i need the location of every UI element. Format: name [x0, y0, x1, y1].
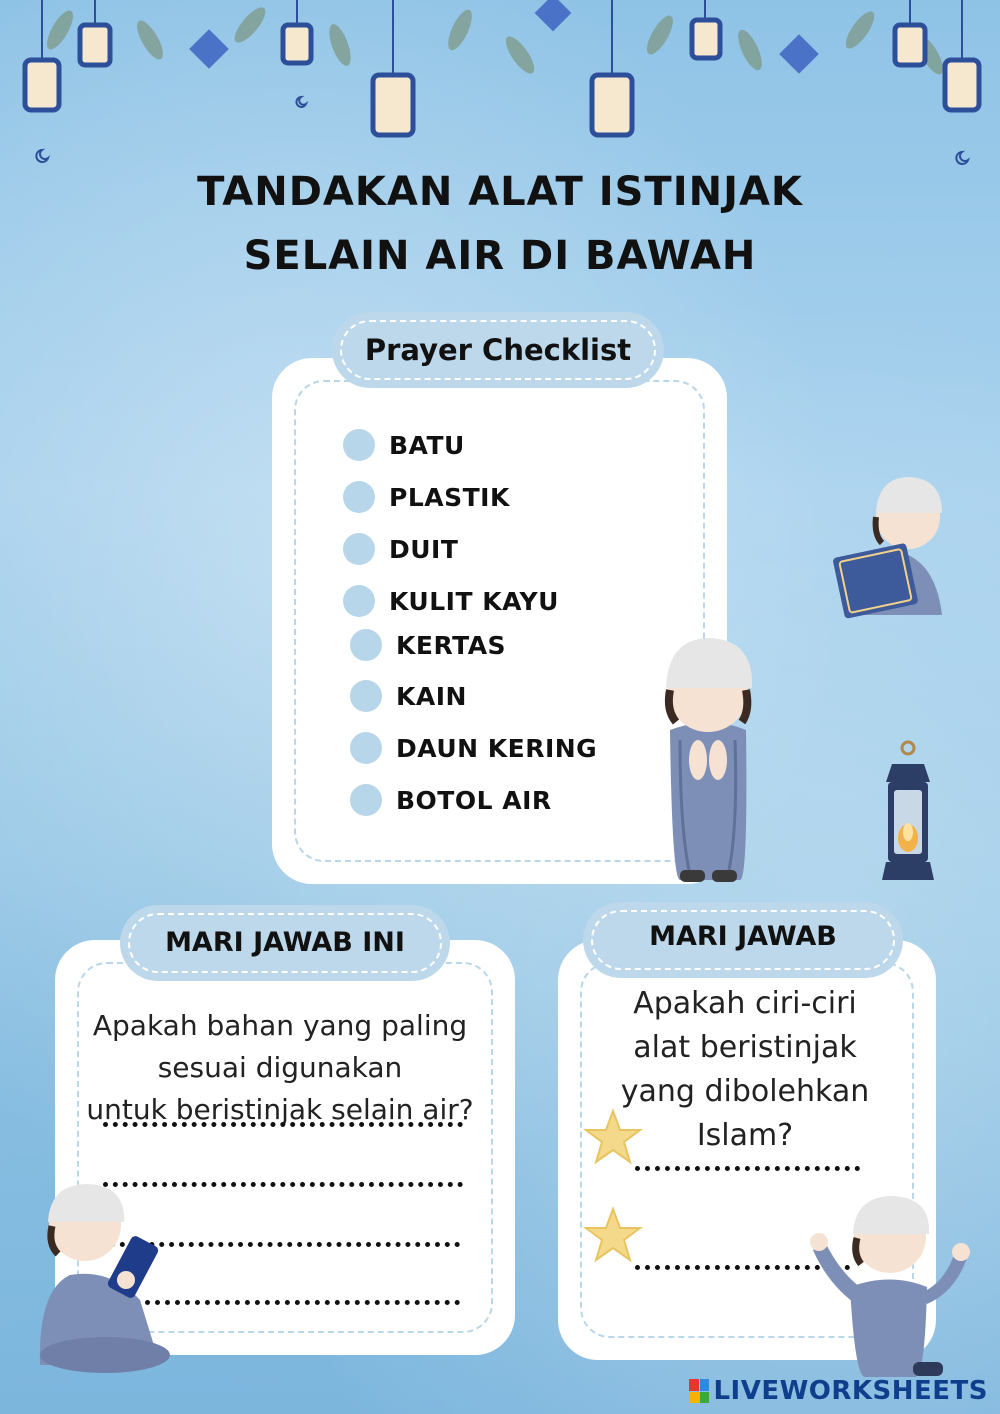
checkbox-circle[interactable] [343, 481, 375, 513]
right-heading-pill [583, 902, 903, 978]
boy-reading-icon [830, 455, 955, 625]
checklist-item-batu[interactable] [343, 425, 465, 465]
checklist-item-kulit-kayu[interactable] [343, 581, 559, 621]
answer-line-right-1[interactable] [635, 1166, 860, 1171]
checklist-item-label: KAIN [396, 681, 467, 711]
boy-waving-icon [805, 1192, 975, 1382]
boy-tablet-icon [30, 1180, 175, 1375]
checklist-item-label: PLASTIK [389, 482, 510, 512]
title-line-1: TANDAKAN ALAT ISTINJAK [197, 169, 803, 215]
star-icon [583, 1108, 643, 1168]
checklist-heading: Prayer Checklist [364, 333, 632, 367]
brand-name: LIVEWORKSHEETS [713, 1376, 988, 1406]
checkbox-circle[interactable] [343, 533, 375, 565]
left-heading-pill [120, 905, 450, 981]
checklist-item-botol-air[interactable] [350, 780, 552, 820]
checkbox-circle[interactable] [350, 680, 382, 712]
leaf-icon [42, 3, 948, 78]
lantern-icon [878, 740, 938, 885]
checkbox-circle[interactable] [350, 629, 382, 661]
checkbox-circle[interactable] [343, 429, 375, 461]
star-icon [583, 1206, 643, 1266]
checklist-item-duit[interactable] [343, 529, 458, 569]
page-title [0, 160, 1000, 288]
question-line: sesuai digunakan [157, 1051, 403, 1084]
question-line: Islam? [696, 1118, 794, 1153]
checklist-item-kain[interactable] [350, 676, 467, 716]
question-line: Apakah ciri-ciri [633, 986, 857, 1021]
checklist-item-label: DUIT [389, 534, 459, 564]
checklist-item-kertas[interactable] [350, 625, 506, 665]
brand-logo-icon [689, 1379, 709, 1403]
boy-praying-icon [650, 630, 765, 885]
checkbox-circle[interactable] [350, 732, 382, 764]
checklist-item-label: BATU [389, 430, 465, 460]
lantern-icon [25, 0, 979, 135]
question-line: Apakah bahan yang paling [92, 1009, 468, 1042]
checkbox-circle[interactable] [343, 585, 375, 617]
question-line: yang dibolehkan [620, 1074, 870, 1109]
top-decoration [0, 0, 1000, 180]
checklist-item-label: KULIT KAYU [389, 586, 559, 616]
right-card-heading: MARI JAWAB [649, 921, 837, 952]
question-line: alat beristinjak [633, 1030, 857, 1065]
checklist-heading-pill [332, 312, 664, 388]
brand-footer[interactable] [689, 1376, 988, 1406]
checklist-item-label: KERTAS [396, 630, 507, 660]
title-line-2: SELAIN AIR DI BAWAH [243, 233, 757, 279]
checklist-item-daun-kering[interactable] [350, 728, 597, 768]
checklist-item-label: DAUN KERING [396, 733, 598, 763]
checklist-item-plastik[interactable] [343, 477, 510, 517]
answer-line-1[interactable] [103, 1122, 463, 1127]
crescent-icon [36, 97, 968, 164]
answer-line-4[interactable] [145, 1300, 460, 1305]
checklist-item-label: BOTOL AIR [396, 785, 552, 815]
question-line: untuk beristinjak selain air? [86, 1093, 474, 1126]
left-question-text [75, 1005, 485, 1131]
checkbox-circle[interactable] [350, 784, 382, 816]
left-card-heading: MARI JAWAB INI [165, 927, 405, 958]
